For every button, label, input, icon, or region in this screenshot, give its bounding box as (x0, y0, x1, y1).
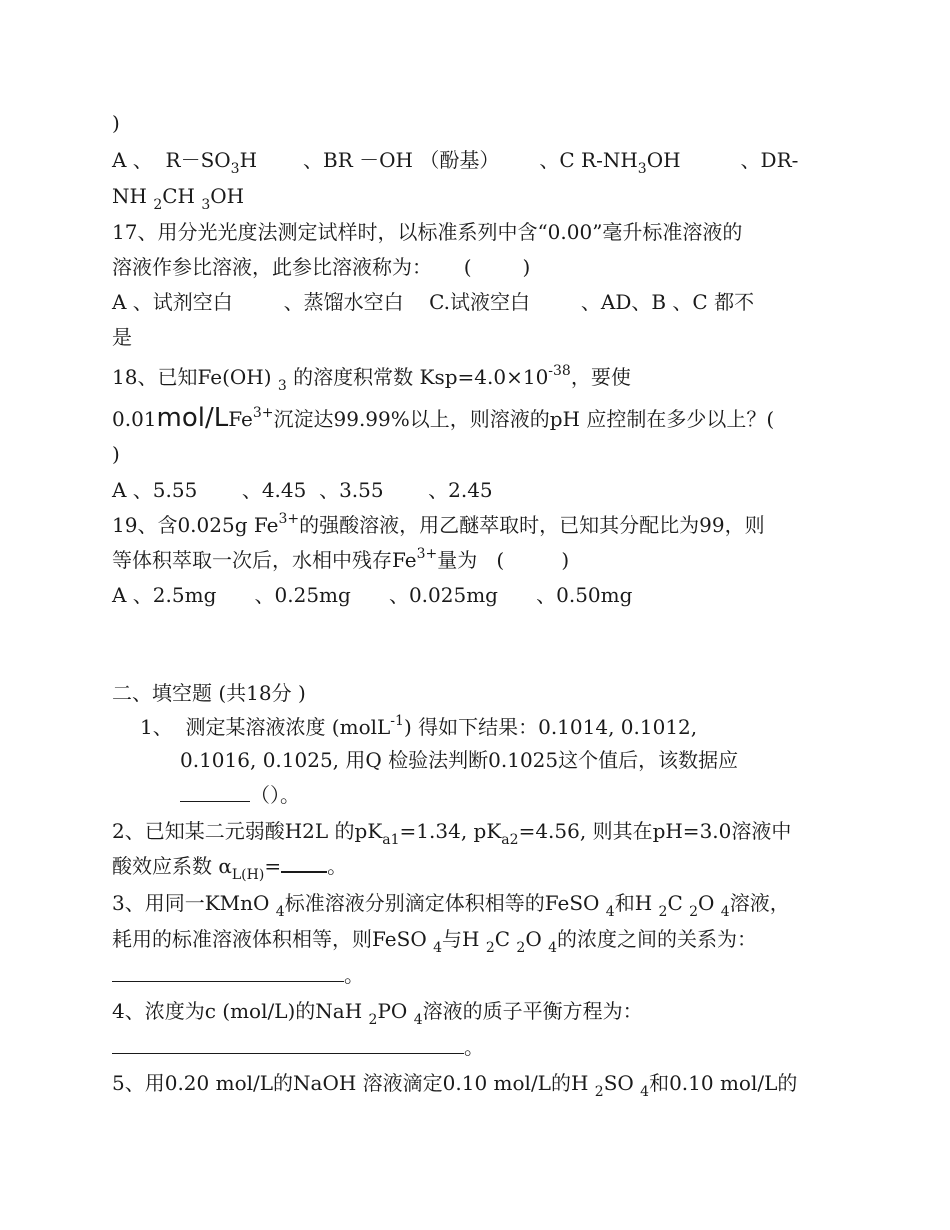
subscript: 2 (516, 940, 526, 956)
text: NH (112, 184, 154, 208)
text: 。 (344, 963, 364, 987)
text: =1.34, pK (399, 819, 502, 843)
text: 标准溶液分别滴定体积相等的FeSO (284, 891, 606, 915)
text: 等体积萃取一次后，水相中残存Fe (112, 548, 417, 572)
q16-option-d-cont (112, 183, 244, 212)
q17-line4: 是 (112, 325, 132, 349)
text: ) 得如下结果：0.1014, 0.1012, (403, 715, 698, 739)
text: 和0.10 mol/L的 (649, 1071, 798, 1095)
text: CH (162, 184, 202, 208)
answer-blank[interactable] (281, 853, 327, 873)
section-title: 二、填空题 (共18分 ) (112, 681, 306, 705)
superscript: 3+ (278, 511, 300, 527)
q19-options: A 、2.5mg 、0.25mg 、0.025mg 、0.50mg (112, 583, 633, 607)
text: 1、 测定某溶液浓度 (molL (140, 715, 391, 739)
subscript: 4 (275, 904, 285, 920)
answer-blank[interactable] (112, 963, 344, 982)
text: O (698, 891, 721, 915)
text: 。 (327, 854, 348, 878)
text: 溶液， (729, 891, 790, 915)
subscript: 2 (368, 1012, 378, 1028)
f3-line1 (112, 890, 790, 919)
q18-line3: ) (112, 442, 120, 466)
answer-blank[interactable] (112, 1035, 464, 1054)
text: =4.56, 则其在pH=3.0溶液中 (518, 819, 792, 843)
option-c: 、C R-NH (539, 148, 638, 172)
text: 酸效应系数 α (112, 854, 232, 878)
text: 沉淀达99.99%以上，则溶液的pH 应控制在多少以上？( (273, 407, 775, 431)
f3-line3 (112, 962, 364, 988)
option-b: 、BR －OH （酚基） (303, 148, 500, 172)
option-a: A 、 R－SO (112, 148, 231, 172)
text: SO (603, 1071, 641, 1095)
text: ，要使 (570, 365, 631, 389)
f1-line1 (140, 714, 697, 743)
text: ) (112, 111, 120, 135)
text: = (264, 854, 282, 878)
text: 的强酸溶液，用乙醚萃取时，已知其分配比为99，则 (299, 513, 765, 537)
f3-line2 (112, 926, 757, 955)
text: （）。 (250, 783, 300, 807)
answer-blank[interactable] (180, 783, 250, 802)
text: 量为 ( ) (437, 548, 570, 572)
f2-line2 (112, 853, 347, 882)
subscript: 4 (413, 1012, 423, 1028)
q17-line1: 17、用分光光度法测定试样时，以标准系列中含“0.00”毫升标准溶液的 (112, 220, 743, 244)
subscript: 3 (637, 161, 647, 177)
subscript: a2 (501, 832, 519, 848)
text: 溶液的质子平衡方程为： (422, 999, 643, 1023)
subscript: 4 (433, 940, 442, 956)
subscript: a1 (382, 832, 400, 848)
subscript: L(H) (231, 867, 265, 883)
q18-line2 (112, 405, 774, 435)
superscript: 3+ (252, 405, 274, 421)
subscript: 4 (640, 1084, 650, 1100)
option-d: 、DR- (740, 148, 799, 172)
text: 2、已知某二元弱酸H2L 的pK (112, 819, 383, 843)
text: 0.01 (112, 407, 157, 431)
subscript: 2 (153, 197, 163, 213)
subscript: 4 (548, 940, 558, 956)
q17-line2: 溶液作参比溶液，此参比溶液称为： ( ) (112, 255, 531, 279)
q16-paren (112, 110, 120, 136)
text: 5、用0.20 mol/L的NaOH 溶液滴定0.10 mol/L的H (112, 1071, 595, 1095)
q18-line1 (112, 364, 631, 393)
text: 19、含0.025g Fe (112, 513, 279, 537)
subscript: 2 (658, 904, 668, 920)
q18-options: A 、5.55 、4.45 、3.55 、2.45 (112, 478, 493, 502)
text: OH (210, 184, 245, 208)
text: C (667, 891, 690, 915)
text: 18、已知Fe(OH) (112, 365, 278, 389)
text: 与H (442, 927, 486, 951)
text: 的溶度积常数 Ksp=4.0×10 (286, 365, 549, 389)
f1-line3 (180, 782, 300, 808)
subscript: 3 (230, 161, 240, 177)
q19-line2 (112, 547, 569, 576)
subscript: 2 (689, 904, 699, 920)
f4-line2 (112, 1034, 484, 1060)
superscript: -38 (548, 363, 571, 379)
subscript: 4 (720, 904, 730, 920)
text: 耗用的标准溶液体积相等，则FeSO (112, 927, 434, 951)
text: 的浓度之间的关系为： (557, 927, 758, 951)
superscript: 3+ (416, 546, 438, 562)
text: 4、浓度为c (mol/L)的NaH (112, 999, 369, 1023)
text: 。 (464, 1035, 484, 1059)
text: 3、用同一KMnO (112, 891, 276, 915)
unit-text: mol/L (156, 403, 229, 433)
subscript: 3 (277, 378, 287, 394)
subscript: 4 (605, 904, 615, 920)
subscript: 2 (594, 1084, 604, 1100)
q17-options: A 、试剂空白 、蒸馏水空白 C.试液空白 、AD、B 、C 都不 (112, 290, 755, 314)
text: Fe (228, 407, 253, 431)
q19-line1 (112, 512, 765, 541)
text: OH (646, 148, 681, 172)
text: PO (377, 999, 414, 1023)
text: H (239, 148, 258, 172)
f1-line2: 0.1016, 0.1025, 用Q 检验法判断0.1025这个值后，该数据应 (180, 748, 739, 772)
text: 和H (614, 891, 659, 915)
q16-options (112, 147, 798, 176)
text: C (494, 927, 517, 951)
f4-line1 (112, 998, 643, 1027)
f2-line1 (112, 818, 791, 847)
subscript: 2 (485, 940, 495, 956)
f5-line1 (112, 1070, 797, 1099)
subscript: 3 (201, 197, 211, 213)
superscript: -1 (390, 713, 404, 729)
text: O (525, 927, 549, 951)
